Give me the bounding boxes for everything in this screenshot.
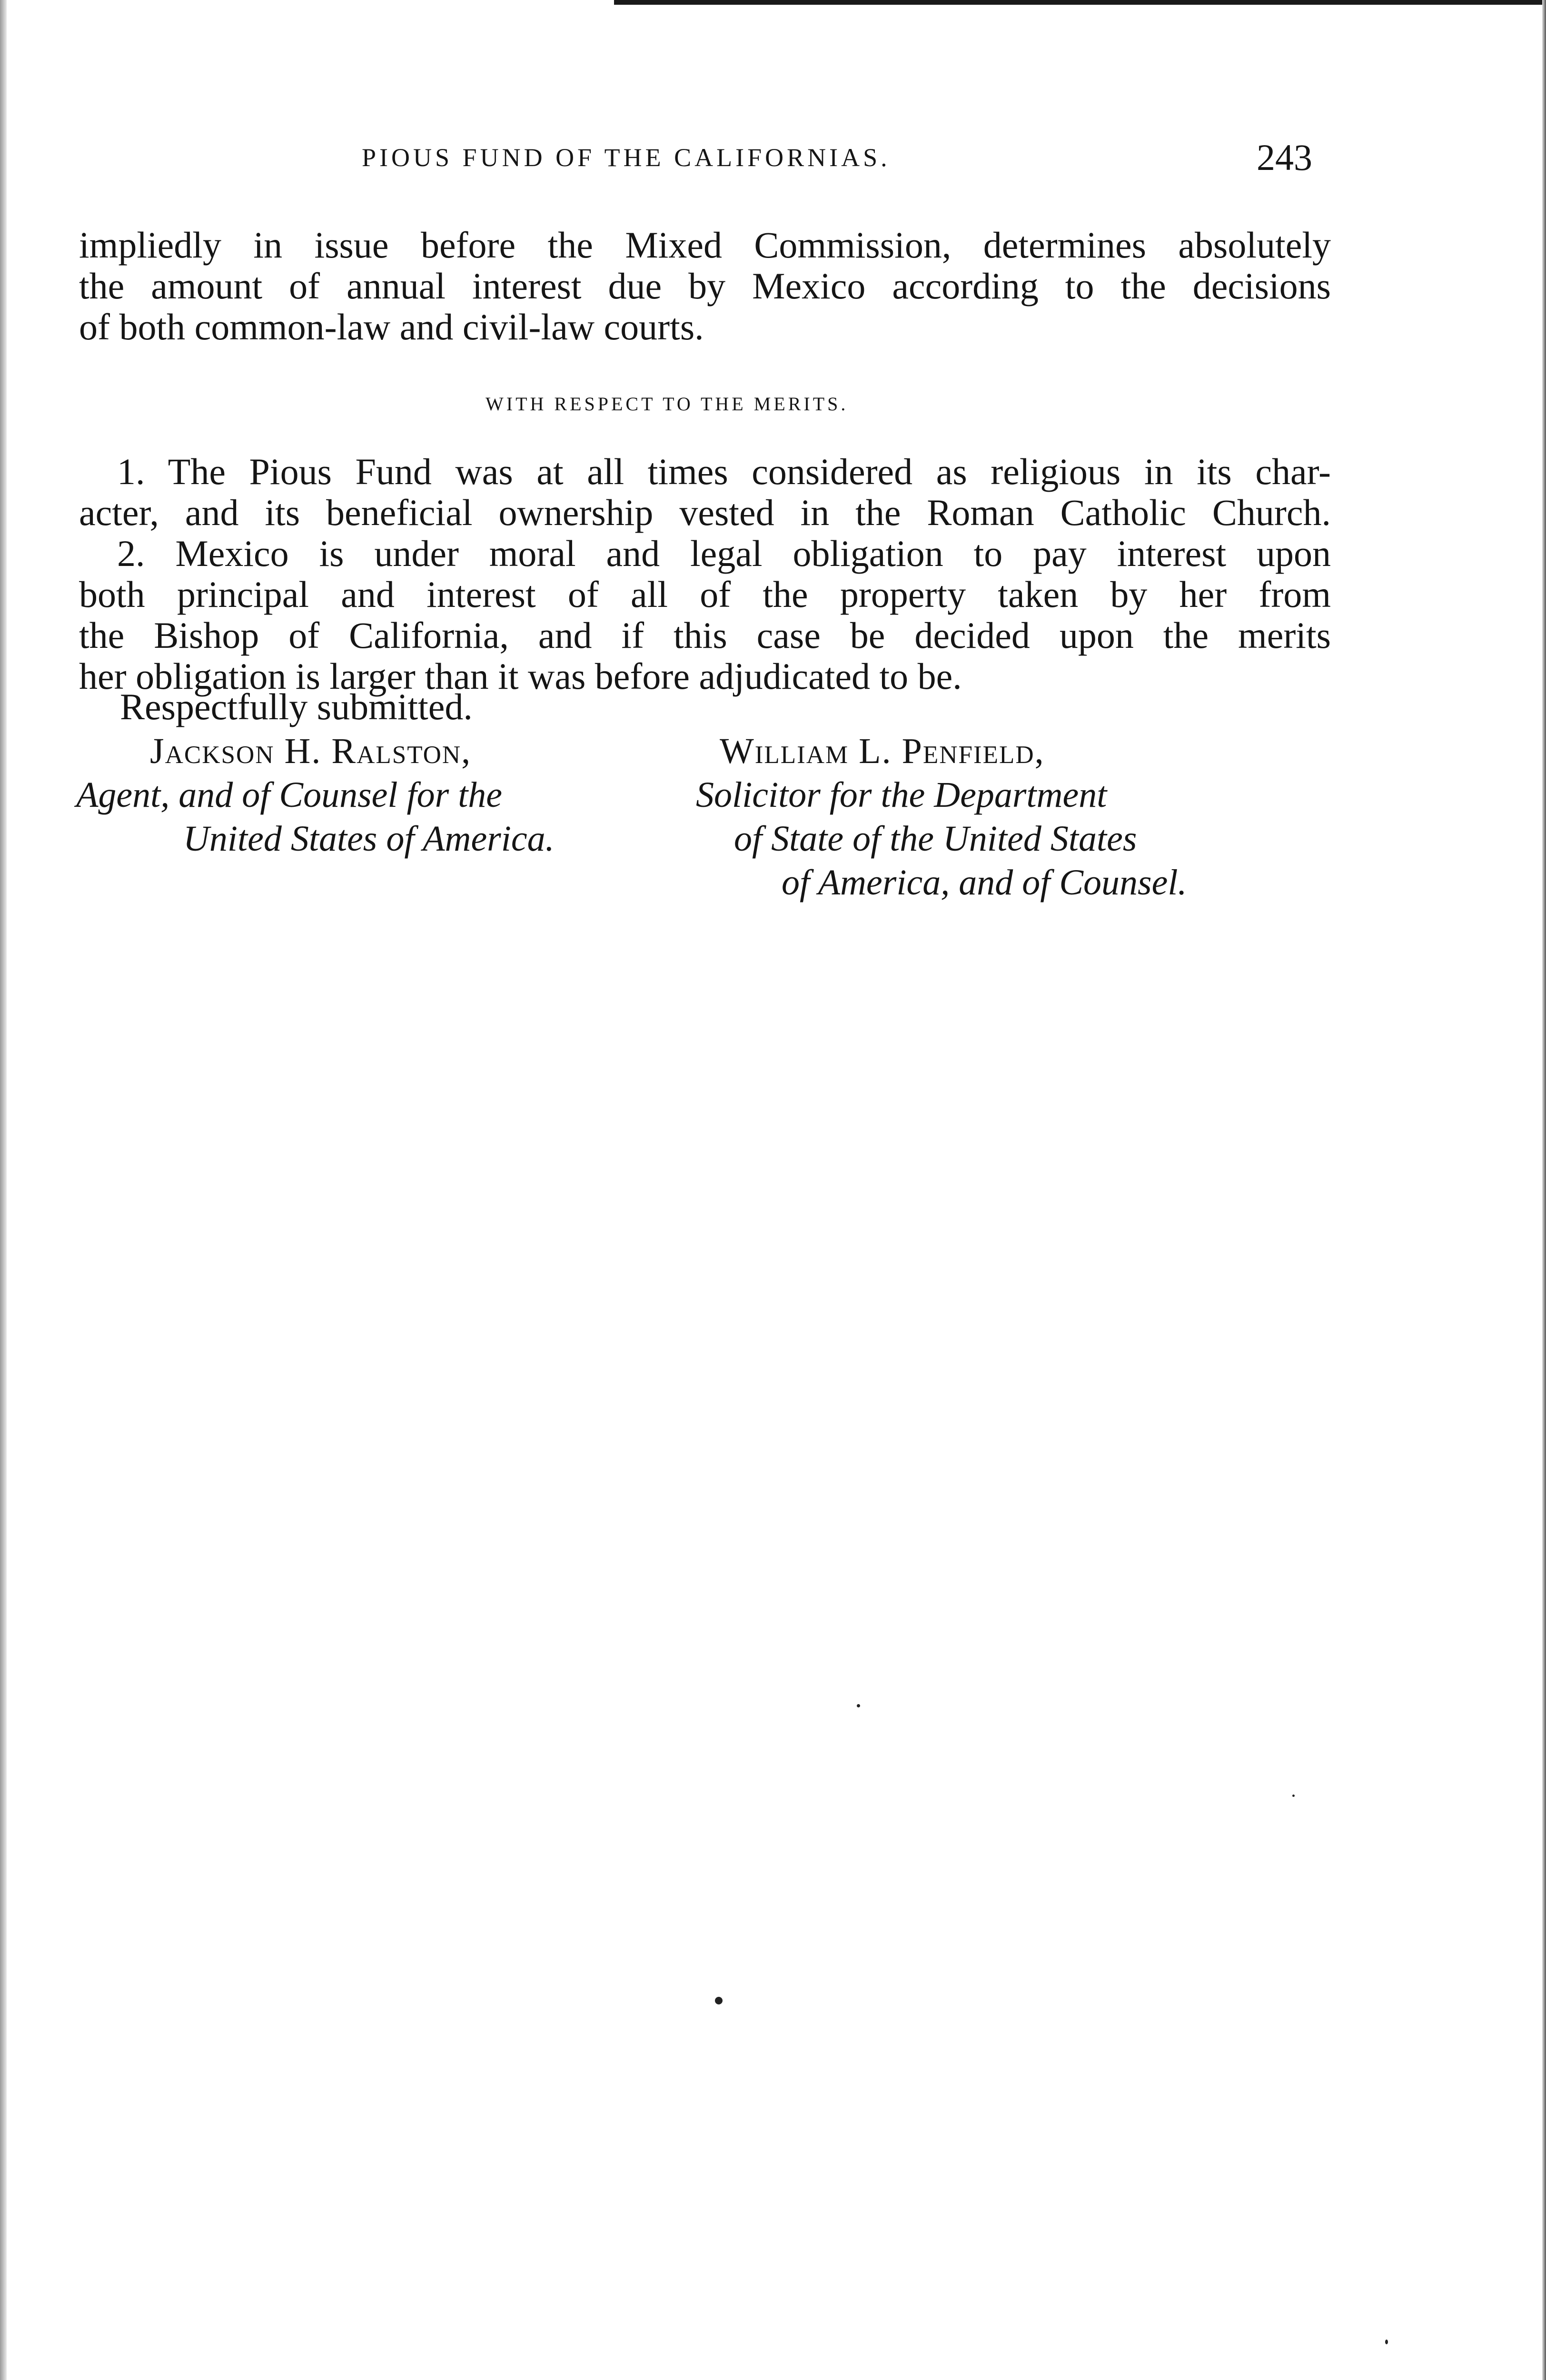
- text-line: the amount of annual interest due by Mexico according to the decisions: [79, 266, 1331, 307]
- merits-paragraphs: [79, 451, 1331, 697]
- top-edge-rule: [614, 0, 1546, 5]
- ink-speck: [1385, 2340, 1388, 2344]
- text-line: impliedly in issue before the Mixed Commission, determines absolutely: [79, 225, 1331, 266]
- signatory-title-line: of State of the United States: [734, 819, 1137, 859]
- text-line: 1. The Pious Fund was at all times considered as religious in its char-: [117, 451, 1331, 492]
- signatory-name: William L. Penfield,: [720, 731, 1045, 771]
- text-line: the Bishop of California, and if this case be decided upon the merits: [79, 615, 1331, 656]
- text-line: her obligation is larger than it was before adjudicated to be.: [79, 656, 962, 697]
- running-head: PIOUS FUND OF THE CALIFORNIAS.: [362, 143, 891, 172]
- signatory-title-line: Agent, and of Counsel for the: [76, 775, 503, 815]
- signature-left: [76, 729, 555, 861]
- text-line: both principal and interest of all of the property taken by her from: [79, 574, 1331, 615]
- intro-paragraph: [79, 225, 1331, 347]
- text-line: of both common-law and civil-law courts.: [79, 307, 704, 347]
- ink-speck: [1292, 1795, 1295, 1797]
- section-heading: WITH RESPECT TO THE MERITS.: [486, 393, 849, 415]
- page-number: 243: [1257, 137, 1312, 178]
- signatory-name: Jackson H. Ralston,: [150, 731, 472, 771]
- closing-line: Respectfully submitted.: [120, 686, 473, 727]
- signatory-title-line: of America, and of Counsel.: [782, 863, 1187, 902]
- signatory-title-line: Solicitor for the Department: [696, 775, 1107, 815]
- signatory-title-line: United States of America.: [183, 819, 555, 859]
- signature-right: [696, 729, 1187, 904]
- ink-speck: [857, 1704, 860, 1707]
- text-line: acter, and its beneficial ownership vested in the Roman Catholic Church.: [79, 492, 1331, 533]
- right-page-edge: [1542, 0, 1546, 2380]
- left-page-edge: [0, 0, 7, 2380]
- ink-speck: [715, 1997, 723, 2004]
- text-line: 2. Mexico is under moral and legal obligation to pay interest upon: [117, 533, 1331, 574]
